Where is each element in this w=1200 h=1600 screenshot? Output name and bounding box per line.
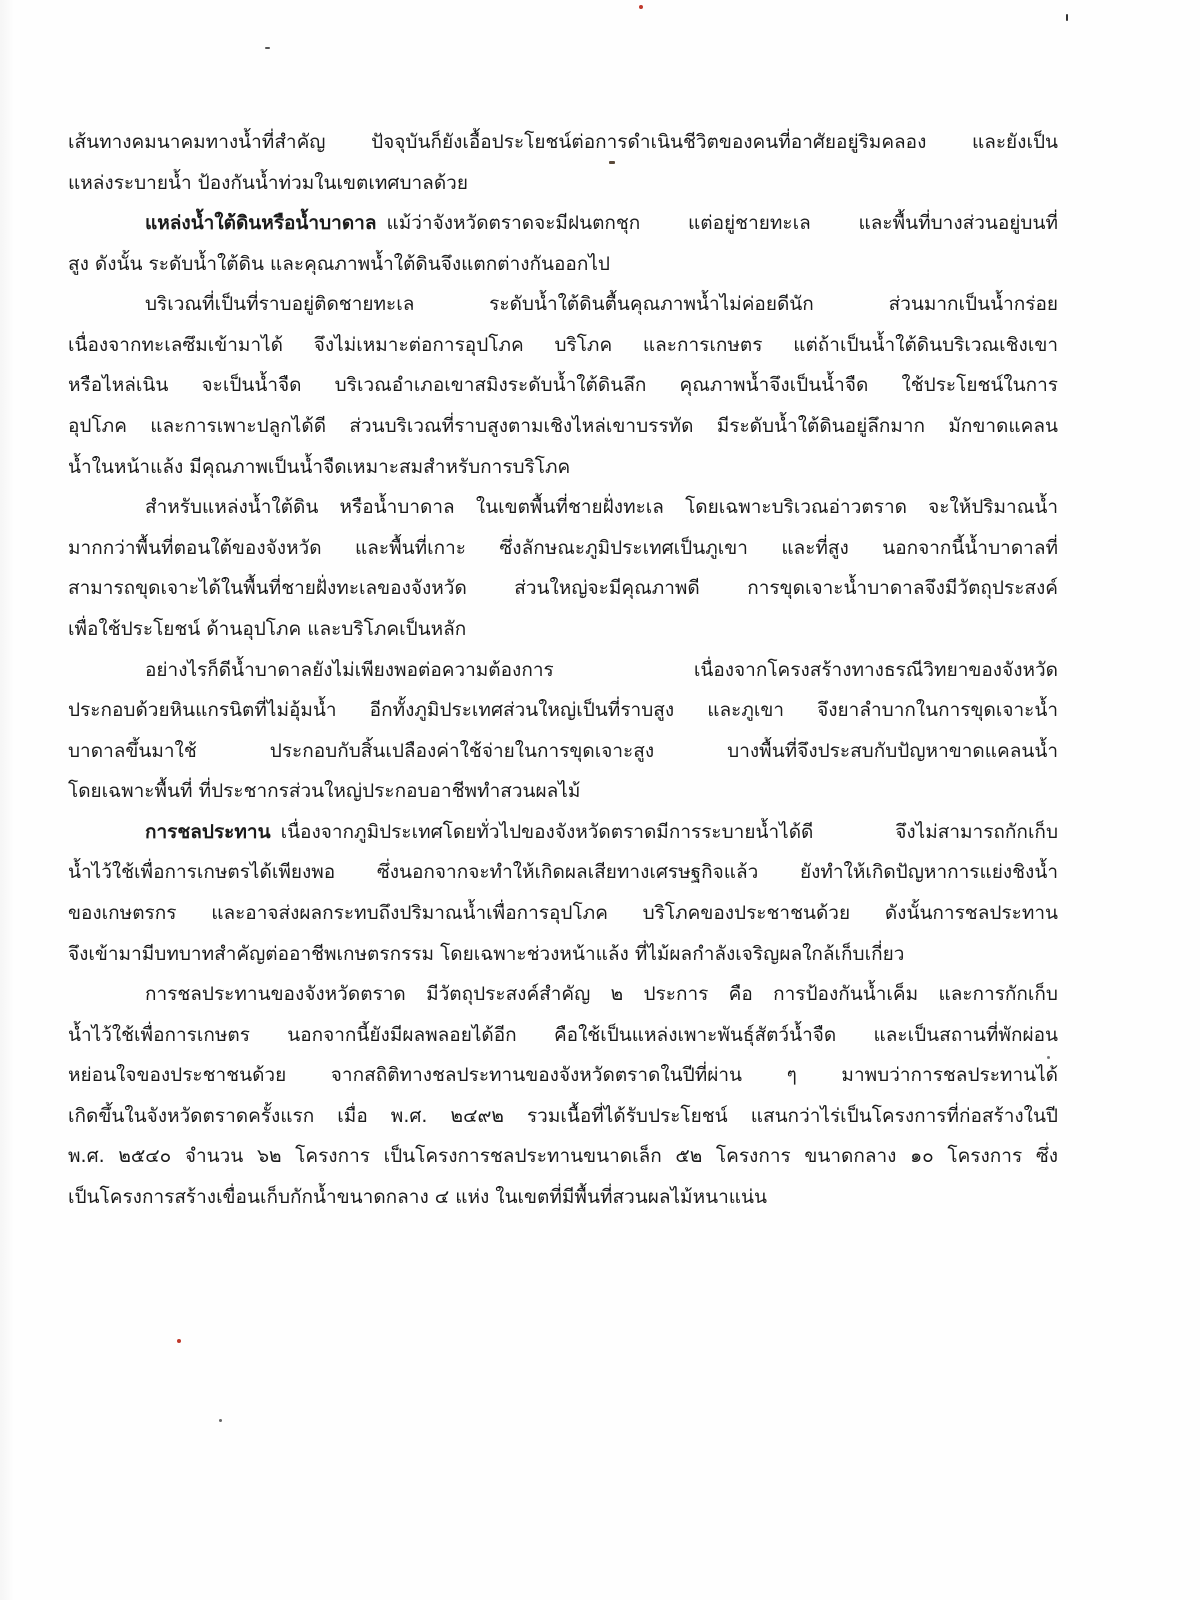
text-line: หรือไหล่เนิน จะเป็นน้ำจืด บริเวณอำเภอเขาสมิงระดับน้ำใต้ดินลึก คุณภาพน้ำจึงเป็นน้ำจืด ใช้ประโยชน์ในการ [68, 374, 1058, 397]
text-line: เพื่อใช้ประโยชน์ ด้านอุปโภค และบริโภคเป็นหลัก [68, 617, 467, 640]
text-line: น้ำไว้ใช้เพื่อการเกษตรได้เพียงพอ ซึ่งนอกจากจะทำให้เกิดผลเสียทางเศรษฐกิจแล้ว ยังทำให้เกิดปัญหาการแย่งชิงน้ำ [68, 861, 1058, 884]
scan-page-edge-shadow [0, 0, 14, 1600]
text-line: น้ำในหน้าแล้ง มีคุณภาพเป็นน้ำจืดเหมาะสมสำหรับการบริโภค [68, 455, 571, 478]
text-line: การชลประทานของจังหวัดตราด มีวัตถุประสงค์สำคัญ ๒ ประการ คือ การป้องกันน้ำเค็ม และการกักเก็บ [145, 983, 1058, 1006]
text-line: มากกว่าพื้นที่ตอนใต้ของจังหวัด และพื้นที่เกาะ ซึ่งลักษณะภูมิประเทศเป็นภูเขา และที่สูง นอกจากนี้น้ำบาดาลที่ [68, 536, 1058, 559]
text-line: เนื่องจากทะเลซึมเข้ามาได้ จึงไม่เหมาะต่อการอุปโภค บริโภค และการเกษตร แต่ถ้าเป็นน้ำใต้ดินบริเวณเชิงเขา [68, 333, 1058, 356]
paragraph [68, 812, 1058, 974]
paragraph-heading: แหล่งน้ำใต้ดินหรือน้ำบาดาล [145, 212, 377, 235]
text-line [68, 812, 1058, 853]
text-line: หย่อนใจของประชาชนด้วย จากสถิติทางชลประทานของจังหวัดตราดในปีที่ผ่าน ๆ มาพบว่าการชลประทานได้ [68, 1064, 1058, 1087]
text-line: ประกอบด้วยหินแกรนิตที่ไม่อุ้มน้ำ อีกทั้งภูมิประเทศส่วนใหญ่เป็นที่ราบสูง และภูเขา จึงยาลำบากในการขุดเจาะน้ำ [68, 699, 1058, 722]
text-line [68, 203, 1058, 244]
text-line: จึงเข้ามามีบทบาทสำคัญต่ออาชีพเกษตรกรรม โดยเฉพาะช่วงหน้าแล้ง ที่ไม้ผลกำลังเจริญผลใกล้เก็บเกี่ยว [68, 942, 905, 965]
text-line: เป็นโครงการสร้างเขื่อนเก็บกักน้ำขนาดกลาง ๔ แห่ง ในเขตที่มีพื้นที่สวนผลไม้หนาแน่น [68, 1186, 767, 1209]
text-line: แหล่งระบายน้ำ ป้องกันน้ำท่วมในเขตเทศบาลด้วย [68, 171, 468, 194]
scan-speck [177, 1339, 181, 1343]
text-line: ของเกษตรกร และอาจส่งผลกระทบถึงปริมาณน้ำเพื่อการอุปโภค บริโภคของประชาชนด้วย ดังนั้นการชลประทาน [68, 901, 1058, 924]
paragraph [68, 203, 1058, 284]
text-line: เส้นทางคมนาคมทางน้ำที่สำคัญ ปัจจุบันก็ยังเอื้อประโยชน์ต่อการดำเนินชีวิตของคนที่อาศัยอยู่ริมคลอง และยังเป็น [68, 131, 1058, 153]
document-body [68, 122, 1058, 1218]
paragraph [68, 487, 1058, 649]
scan-speck [1066, 14, 1068, 21]
text-line: น้ำไว้ใช้เพื่อการเกษตร นอกจากนี้ยังมีผลพลอยได้อีก คือใช้เป็นแหล่งเพาะพันธุ์สัตว์น้ำจืด และเป็นสถานที่พักผ่อน [68, 1023, 1058, 1046]
paragraph [68, 650, 1058, 812]
text-run: เนื่องจากภูมิประเทศโดยทั่วไปของจังหวัดตราดมีการระบายน้ำได้ดี จึงไม่สามารถกักเก็บ [280, 820, 1058, 843]
paragraph [68, 284, 1058, 487]
text-line: สำหรับแหล่งน้ำใต้ดิน หรือน้ำบาดาล ในเขตพื้นที่ชายฝั่งทะเล โดยเฉพาะบริเวณอ่าวตราด จะให้ปริมาณน้ำ [145, 496, 1058, 519]
text-line: บริเวณที่เป็นที่ราบอยู่ติดชายทะเล ระดับน้ำใต้ดินตื้นคุณภาพน้ำไม่ค่อยดีนัก ส่วนมากเป็นน้ำกร่อย [145, 293, 1058, 316]
text-line: เกิดขึ้นในจังหวัดตราดครั้งแรก เมื่อ พ.ศ. ๒๔๙๒ รวมเนื้อที่ได้รับประโยชน์ แสนกว่าไร่เป็นโครงการที่ก่อสร้างในปี [68, 1104, 1058, 1127]
text-line: สามารถขุดเจาะได้ในพื้นที่ชายฝั่งทะเลของจังหวัด ส่วนใหญ่จะมีคุณภาพดี การขุดเจาะน้ำบาดาลจึงมีวัตถุประสงค์ [68, 577, 1058, 600]
paragraph [68, 122, 1058, 203]
text-line: โดยเฉพาะพื้นที่ ที่ประชากรส่วนใหญ่ประกอบอาชีพทำสวนผลไม้ [68, 780, 581, 803]
paragraph-heading: การชลประทาน [145, 820, 271, 843]
text-line: พ.ศ. ๒๕๔๐ จำนวน ๖๒ โครงการ เป็นโครงการชลประทานขนาดเล็ก ๕๒ โครงการ ขนาดกลาง ๑๐ โครงการ ซึ่ง [68, 1145, 1058, 1168]
text-run: แม้ว่าจังหวัดตราดจะมีฝนตกชุก แต่อยู่ชายทะเล และพื้นที่บางส่วนอยู่บนที่ [386, 212, 1058, 235]
scan-speck [265, 47, 270, 49]
text-line: อุปโภค และการเพาะปลูกได้ดี ส่วนบริเวณที่ราบสูงตามเชิงไหล่เขาบรรทัด มีระดับน้ำใต้ดินอยู่ลึกมาก มักขาดแคลน [68, 415, 1058, 438]
paragraph [68, 974, 1058, 1217]
text-line: อย่างไรก็ดีน้ำบาดาลยังไม่เพียงพอต่อความต้องการ เนื่องจากโครงสร้างทางธรณีวิทยาของจังหวัด [145, 658, 1058, 681]
scan-speck [219, 1419, 222, 1422]
text-line: บาดาลขึ้นมาใช้ ประกอบกับสิ้นเปลืองค่าใช้จ่ายในการขุดเจาะสูง บางพื้นที่จึงประสบกับปัญหาขาดแคลนน้ำ [68, 739, 1058, 762]
text-line: สูง ดังนั้น ระดับน้ำใต้ดิน และคุณภาพน้ำใต้ดินจึงแตกต่างกันออกไป [68, 252, 610, 275]
scan-speck [639, 5, 643, 9]
